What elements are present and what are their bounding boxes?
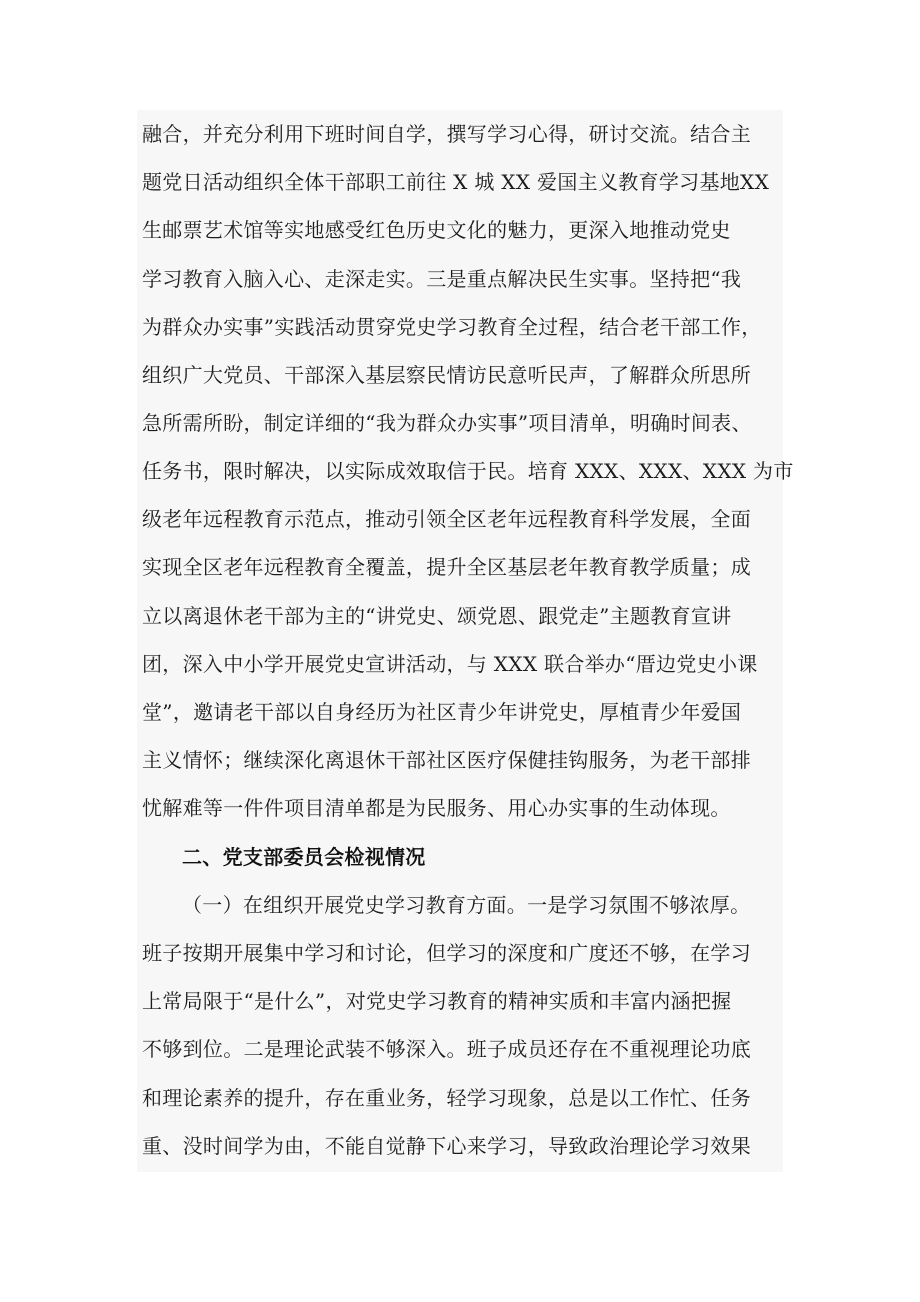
paragraph-line: 上常局限于“是什么”，对党史学习教育的精神实质和丰富内涵把握 [142, 989, 732, 1013]
paragraph-line: 团，深入中小学开展党史宣讲活动，与 XXX 联合举办“厝边党史小课 [142, 652, 758, 676]
paragraph-line: 重、没时间学为由，不能自觉静下心来学习，导致政治理论学习效果 [142, 1134, 751, 1158]
paragraph-line: 为群众办实事”实践活动贯穿党史学习教育全过程，结合老干部工作， [142, 315, 762, 339]
paragraph-line: 和理论素养的提升，存在重业务，轻学习现象，总是以工作忙、任务 [142, 1086, 751, 1110]
paragraph-line: 立以离退休老干部为主的“讲党史、颂党恩、跟党走”主题教育宣讲 [142, 604, 732, 628]
paragraph-line: 级老年远程教育示范点，推动引领全区老年远程教育科学发展，全面 [142, 507, 751, 531]
paragraph-line: 题党日活动组织全体干部职工前往 X 城 XX 爱国主义教育学习基地XX [142, 170, 770, 194]
paragraph-line: 生邮票艺术馆等实地感受红色历史文化的魅力，更深入地推动党史 [142, 218, 731, 242]
paragraph-line: 忧解难等一件件项目清单都是为民服务、用心办实事的生动体现。 [142, 796, 731, 820]
paragraph-line: 组织广大党员、干部深入基层察民情访民意听民声，了解群众所思所 [142, 363, 751, 387]
paragraph-line: 班子按期开展集中学习和讨论，但学习的深度和广度还不够，在学习 [142, 941, 751, 965]
section-heading: 二、党支部委员会检视情况 [182, 845, 426, 869]
paragraph-line: 任务书，限时解决，以实际成效取信于民。培育 XXX、XXX、XXX 为市 [142, 459, 794, 483]
paragraph-line: 主义情怀；继续深化离退休干部社区医疗保健挂钩服务，为老干部排 [142, 748, 751, 772]
paragraph-line: 实现全区老年远程教育全覆盖，提升全区基层老年教育教学质量；成 [142, 555, 751, 579]
paragraph-line: 不够到位。二是理论武装不够深入。班子成员还存在不重视理论功底 [142, 1037, 751, 1061]
paragraph-line: 融合，并充分利用下班时间自学，撰写学习心得，研讨交流。结合主 [142, 122, 751, 146]
paragraph-line: 学习教育入脑入心、走深走实。三是重点解决民生实事。坚持把“我 [142, 267, 742, 291]
document-body [137, 110, 794, 1172]
paragraph-line: 堂”，邀请老干部以自身经历为社区青少年讲党史，厚植青少年爱国 [142, 700, 742, 724]
paragraph-line: 急所需所盼，制定详细的“我为群众办实事”项目清单，明确时间表、 [142, 411, 752, 435]
paragraph-line: （一）在组织开展党史学习教育方面。一是学习氛围不够浓厚。 [182, 893, 751, 917]
